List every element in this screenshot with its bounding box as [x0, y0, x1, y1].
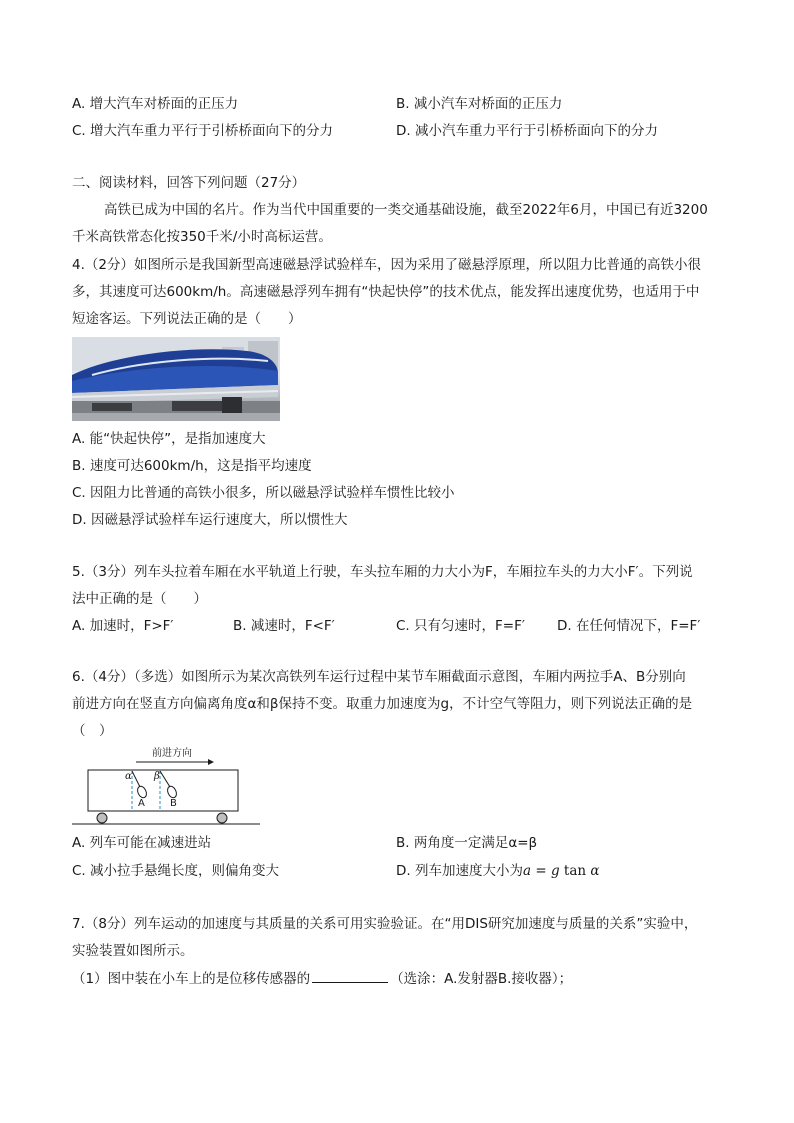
- option-a: A. 增大汽车对桥面的正压力: [72, 96, 239, 112]
- answer-blank[interactable]: [312, 969, 388, 983]
- option-b: B. 减小汽车对桥面的正压力: [396, 96, 563, 112]
- option-c: C. 增大汽车重力平行于引桥桥面向下的分力: [72, 123, 334, 139]
- beta-label: β: [154, 771, 160, 782]
- carriage-diagram: [72, 745, 262, 830]
- q4-option-b: B. 速度可达600km/h，这是指平均速度: [72, 458, 312, 474]
- q6-option-c: C. 减小拉手悬绳长度，则偏角变大: [72, 863, 280, 879]
- q5-stem-line-2: 法中正确的是（ ）: [72, 591, 207, 607]
- handle-a-label: A: [138, 798, 145, 809]
- material-line-2: 千米高铁常态化按350千米/小时高标运营。: [72, 229, 332, 245]
- q5-option-a: A. 加速时，F>F′: [72, 618, 174, 634]
- q4-option-a: A. 能“快起快停”，是指加速度大: [72, 431, 266, 447]
- option-d: D. 减小汽车重力平行于引桥桥面向下的分力: [396, 123, 658, 139]
- q6-stem-line-3: （ ）: [72, 723, 113, 739]
- alpha-label: α: [125, 771, 132, 782]
- q7-stem-line-1: 7.（8分）列车运动的加速度与其质量的关系可用实验验证。在“用DIS研究加速度与质量的关系”实验中，: [72, 916, 698, 932]
- q4-stem-line-3: 短途客运。下列说法正确的是（ ）: [72, 311, 302, 327]
- q5-option-b: B. 减速时，F<F′: [233, 618, 335, 634]
- q7-sub1-prefix: （1）图中装在小车上的是位移传感器的: [72, 971, 311, 987]
- q4-stem-line-1: 4.（2分）如图所示是我国新型高速磁悬浮试验样车，因为采用了磁悬浮原理，所以阻力比普通的高铁小很: [72, 257, 701, 273]
- q4-option-d: D. 因磁悬浮试验样车运行速度大，所以惯性大: [72, 512, 348, 528]
- q5-option-d: D. 在任何情况下，F=F′: [557, 618, 701, 634]
- q5-option-c: C. 只有匀速时，F=F′: [396, 618, 525, 634]
- q7-stem-line-2: 实验装置如图所示。: [72, 943, 194, 959]
- maglev-train-photo: [72, 337, 280, 421]
- q6-option-d: [396, 862, 600, 880]
- q6-option-b: B. 两角度一定满足α=β: [396, 835, 538, 851]
- q7-sub-question-1: [72, 969, 572, 988]
- direction-label: 前进方向: [152, 748, 192, 759]
- q6-stem-line-2: 前进方向在竖直方向偏离角度α和β保持不变。取重力加速度为g，不计空气等阻力，则下列说法正确的是: [72, 696, 693, 712]
- q6-option-d-prefix: D. 列车加速度大小为: [396, 863, 523, 879]
- q6-stem-line-1: 6.（4分）（多选）如图所示为某次高铁列车运行过程中某节车厢截面示意图，车厢内两拉手A、B分别向: [72, 669, 686, 685]
- material-line-1: 高铁已成为中国的名片。作为当代中国重要的一类交通基础设施，截至2022年6月，中国已有近3200: [104, 202, 708, 218]
- q4-option-c: C. 因阻力比普通的高铁小很多，所以磁悬浮试验样车惯性比较小: [72, 485, 455, 501]
- handle-b-label: B: [170, 798, 177, 809]
- acceleration-formula: a = g tan α: [522, 863, 600, 879]
- q5-stem-line-1: 5.（3分）列车头拉着车厢在水平轨道上行驶，车头拉车厢的力大小为F，车厢拉车头的力大小F′。下列说: [72, 564, 693, 580]
- q7-sub1-suffix: （选涂：A.发射器B.接收器）；: [390, 971, 573, 987]
- section-heading: 二、阅读材料，回答下列问题（27分）: [72, 175, 306, 191]
- q4-stem-line-2: 多，其速度可达600km/h。高速磁悬浮列车拥有“快起快停”的技术优点，能发挥出速度优势，也适用于中: [72, 284, 700, 300]
- q6-option-a: A. 列车可能在减速进站: [72, 835, 212, 851]
